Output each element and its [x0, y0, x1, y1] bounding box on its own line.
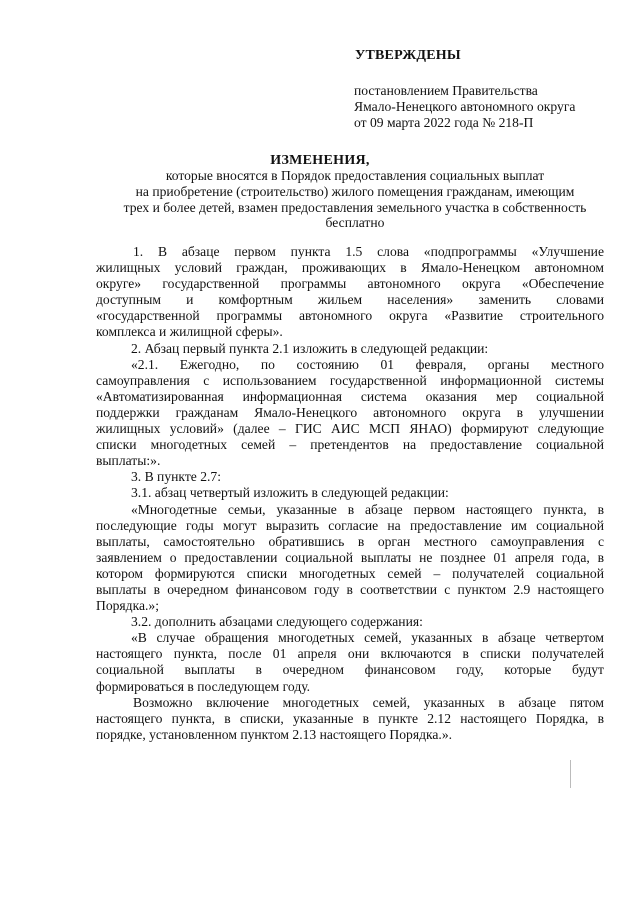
approval-heading: УТВЕРЖДЕНЫ: [355, 48, 461, 63]
text-line: Возможно включение многодетных семей, указанных в абзаце пятом: [133, 694, 604, 710]
text-line: выплаты:».: [96, 453, 161, 469]
text-line: «Многодетные семьи, указанные в абзаце первом настоящего пункта, в: [131, 501, 604, 517]
subtitle-line: трех и более детей, взамен предоставления земельного участка в собственность: [123, 199, 587, 215]
decree-line: от 09 марта 2022 года № 218-П: [354, 114, 534, 130]
text-line: поддержки гражданам Ямало-Ненецкого автономного округа в улучшении: [96, 404, 604, 420]
text-line: 1. В абзаце первом пункта 1.5 слова «подпрограммы «Улучшение: [133, 244, 604, 259]
text-line: выплаты, самостоятельно обратившись в орган местного самоуправления с: [96, 533, 604, 549]
text-line: настоящего пункта, после 01 апреля они включаются в списки получателей: [96, 646, 604, 662]
paragraph-item-3-2: [96, 614, 604, 630]
text-line: Порядка.»;: [96, 598, 159, 614]
paragraph-item-3: [96, 469, 604, 485]
text-line: выплаты в очередном финансовом году в соответствии с пунктом 2.9 настоящего: [96, 581, 604, 597]
text-line: комплекса и жилищной сферы».: [96, 324, 283, 340]
subtitle-line: которые вносятся в Порядок предоставления социальных выплат: [165, 168, 545, 183]
paragraph-item-1: [96, 244, 604, 341]
paragraph-item-3-2-text: [96, 630, 604, 694]
text-line: социальной выплаты в очередном финансовом году, которые будут: [96, 662, 604, 678]
text-line: самоуправления с использованием государственной информационной системы: [96, 372, 604, 388]
decree-reference: [354, 83, 575, 130]
subtitle-line: бесплатно: [325, 215, 385, 231]
text-line: доступным и комфортным жильем населения» заменить словами: [96, 292, 604, 308]
document-subtitle: [60, 168, 640, 231]
scan-mark: [570, 760, 571, 788]
text-line: 3. В пункте 2.7:: [131, 469, 221, 485]
text-line: списки многодетных семей – претендентов на предоставление социальной: [96, 437, 604, 453]
text-line: «Автоматизированная информационная система оказания мер социальной: [96, 388, 604, 404]
paragraph-item-3-1-text: [96, 502, 604, 615]
text-line: порядке, установленном пунктом 2.13 настоящего Порядка.».: [96, 726, 453, 742]
paragraph-item-3-2-text-2: [96, 695, 604, 743]
text-line: 3.2. дополнить абзацами следующего содержания:: [131, 614, 423, 630]
text-line: жилищных условий граждан, проживающих в Ямало-Ненецком автономном: [96, 260, 604, 276]
text-line: 3.1. абзац четвертый изложить в следующей редакции:: [131, 485, 449, 501]
paragraph-item-2-text: [96, 357, 604, 470]
text-line: настоящего пункта, в списки, указанные в пункте 2.12 настоящего Порядка, в: [96, 710, 604, 726]
text-line: «государственной программы автономного округа «Развитие строительного: [96, 308, 604, 324]
subtitle-line: на приобретение (строительство) жилого помещения гражданам, имеющим: [135, 183, 575, 199]
text-line: жилищных условий» (далее – ГИС АИС МСП ЯНАО) формируют следующие: [96, 421, 604, 437]
paragraph-item-2: [96, 341, 604, 357]
decree-line: Ямало-Ненецкого автономного округа: [354, 98, 576, 114]
text-line: «2.1. Ежегодно, по состоянию 01 февраля, органы местного: [131, 356, 604, 372]
text-line: котором формируются списки многодетных семей – получателей социальной: [96, 565, 604, 581]
text-line: «В случае обращения многодетных семей, указанных в абзаце четвертом: [131, 630, 604, 646]
text-line: формироваться в последующем году.: [96, 678, 311, 694]
text-line: 2. Абзац первый пункта 2.1 изложить в следующей редакции:: [131, 340, 489, 356]
text-line: последующие годы могут выразить согласие на предоставление им социальной: [96, 517, 604, 533]
text-line: заявлением о предоставлении социальной выплаты не позднее 01 апреля года, в: [96, 549, 604, 565]
document-body: [96, 244, 604, 743]
text-line: округе» государственной программы автономного округа «Обеспечение: [96, 276, 604, 292]
document-title: ИЗМЕНЕНИЯ,: [270, 153, 370, 168]
decree-line: постановлением Правительства: [354, 83, 538, 98]
paragraph-item-3-1: [96, 485, 604, 501]
